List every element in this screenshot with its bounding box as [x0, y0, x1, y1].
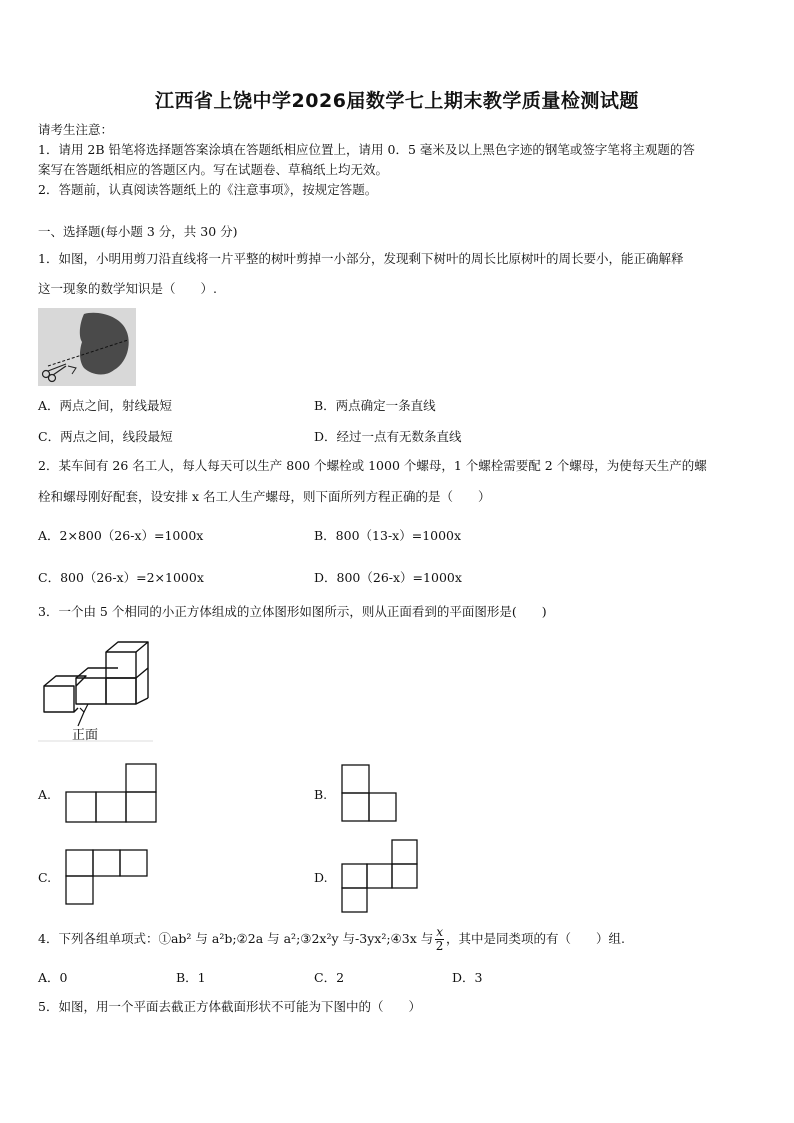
notice-line-1a: 1．请用 2B 铅笔将选择题答案涂填在答题纸相应位置上，请用 0．5 毫米及以上黑色字迹的钢笔或签字笔将主观题的答 [38, 142, 695, 157]
q3-option-a-label: A. [38, 787, 52, 802]
q4-fraction-denominator: 2 [435, 939, 444, 953]
q2-option-c: C．800（26-x）=2×1000x [38, 570, 204, 585]
q4-option-d: D．3 [452, 970, 483, 985]
q1-option-c: C．两点之间，线段最短 [38, 429, 173, 444]
q1-option-d: D．经过一点有无数条直线 [314, 429, 462, 444]
q2-option-b: B．800（13-x）=1000x [314, 528, 462, 543]
q5-stem: 5．如图，用一个平面去截正方体截面形状不可能为下图中的（ ） [38, 999, 421, 1014]
q1-option-b: B．两点确定一条直线 [314, 398, 436, 413]
q1-option-a: A．两点之间，射线最短 [38, 398, 173, 413]
q3-option-d-label: D. [314, 870, 328, 885]
q3-option-c-label: C. [38, 870, 52, 885]
q2-stem-line1: 2．某车间有 26 名工人，每人每天可以生产 800 个螺栓或 1000 个螺母，1 个螺栓需要配 2 个螺母，为使每天生产的螺 [38, 458, 707, 473]
q4-stem-post: ，其中是同类项的有（ ）组. [446, 931, 625, 946]
q3-option-c-figure [64, 848, 154, 908]
q1-stem-line1: 1．如图，小明用剪刀沿直线将一片平整的树叶剪掉一小部分，发现剩下树叶的周长比原树叶的周长要小，能正确解释 [38, 251, 684, 266]
q4-fraction-numerator: x [436, 925, 444, 939]
notice-line-1b: 案写在答题纸相应的答题区内。写在试题卷、草稿纸上均无效。 [38, 162, 389, 177]
q3-option-d-figure [340, 838, 420, 916]
leaf-scissors-figure [38, 308, 136, 386]
q4-stem [38, 924, 625, 954]
page-title: 江西省上饶中学2026届数学七上期末教学质量检测试题 [155, 90, 639, 112]
notice-line-2: 2．答题前，认真阅读答题纸上的《注意事项》，按规定答题。 [38, 182, 378, 197]
notice-heading: 请考生注意： [38, 122, 114, 137]
q2-stem-line2: 栓和螺母刚好配套，设安排 x 名工人生产螺母，则下面所列方程正确的是（ ） [38, 489, 491, 504]
q3-option-b-figure [340, 763, 400, 823]
section-heading: 一、选择题(每小题 3 分，共 30 分) [38, 224, 238, 239]
q2-option-a: A．2×800（26-x）=1000x [38, 528, 204, 543]
q4-fraction [435, 926, 444, 953]
q4-option-b: B．1 [176, 970, 206, 985]
q3-option-b-label: B. [314, 787, 328, 802]
q3-stem: 3．一个由 5 个相同的小正方体组成的立体图形如图所示，则从正面看到的平面图形是( ) [38, 604, 547, 619]
q4-option-c: C．2 [314, 970, 345, 985]
front-label: 正面 [72, 728, 99, 743]
q4-option-a: A．0 [38, 970, 68, 985]
q2-option-d: D．800（26-x）=1000x [314, 570, 462, 585]
q3-option-a-figure [64, 762, 159, 826]
q4-stem-pre: 4．下列各组单项式：①ab² 与 a²b;②2a 与 a²;③2x²y 与-3yx²;④3x 与 [38, 931, 434, 946]
q1-stem-line2: 这一现象的数学知识是（ ）. [38, 281, 217, 296]
